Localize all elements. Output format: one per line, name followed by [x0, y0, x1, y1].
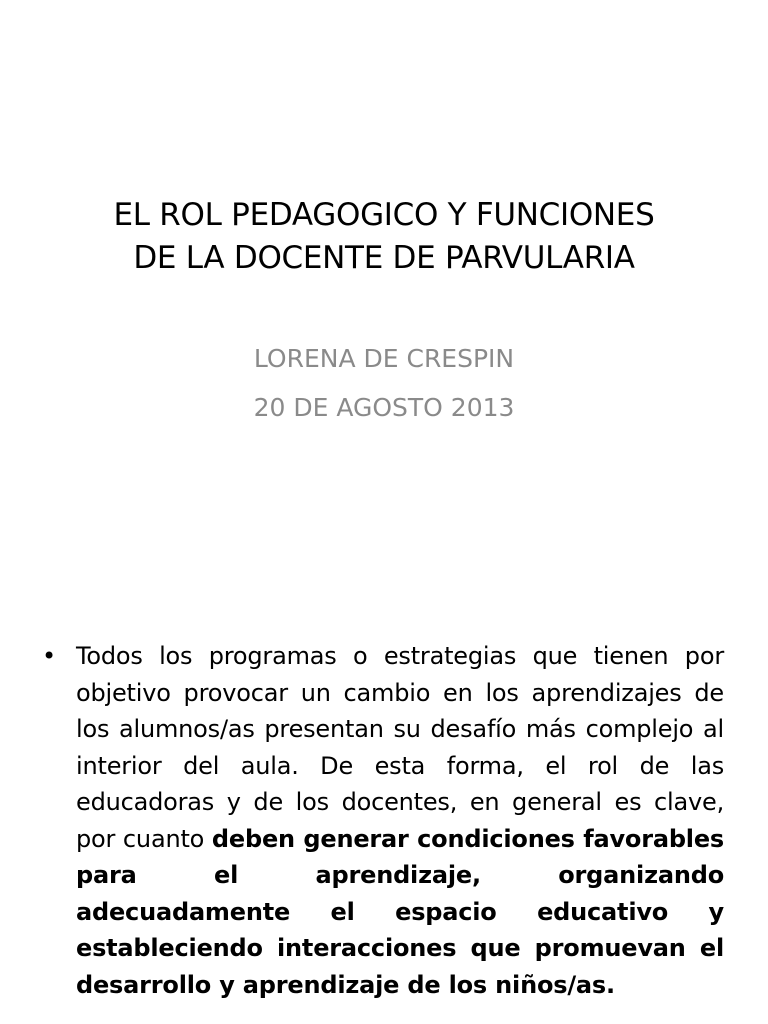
slide-title: [40, 194, 728, 280]
content-slide: [0, 576, 768, 1024]
paragraph-bold-text: deben generar condiciones favorables para el aprendizaje, organizando adecuadamente el espacio educativo y estableciendo interacciones que promuevan el desarrollo y aprendizaje de los niños/as.: [76, 824, 724, 999]
paragraph-text: Todos los programas o estrategias que tienen por objetivo provocar un cambio en los aprendizajes de los alumnos/as presentan su desafío más complejo al interior del aula. De esta forma, el rol de las educadoras y de los docentes, en general es clave, por cuanto: [76, 642, 724, 853]
slide-subtitle: [40, 334, 728, 432]
slide-title-line-2: DE LA DOCENTE DE PARVULARIA: [133, 240, 635, 276]
presentation-date: 20 DE AGOSTO 2013: [253, 393, 515, 422]
bullet-list: [40, 638, 724, 1003]
bullet-item: [40, 638, 724, 1003]
author-name: LORENA DE CRESPIN: [253, 344, 515, 373]
bullet-icon: •: [42, 642, 56, 670]
slide-title-line-1: EL ROL PEDAGOGICO Y FUNCIONES: [113, 197, 655, 233]
